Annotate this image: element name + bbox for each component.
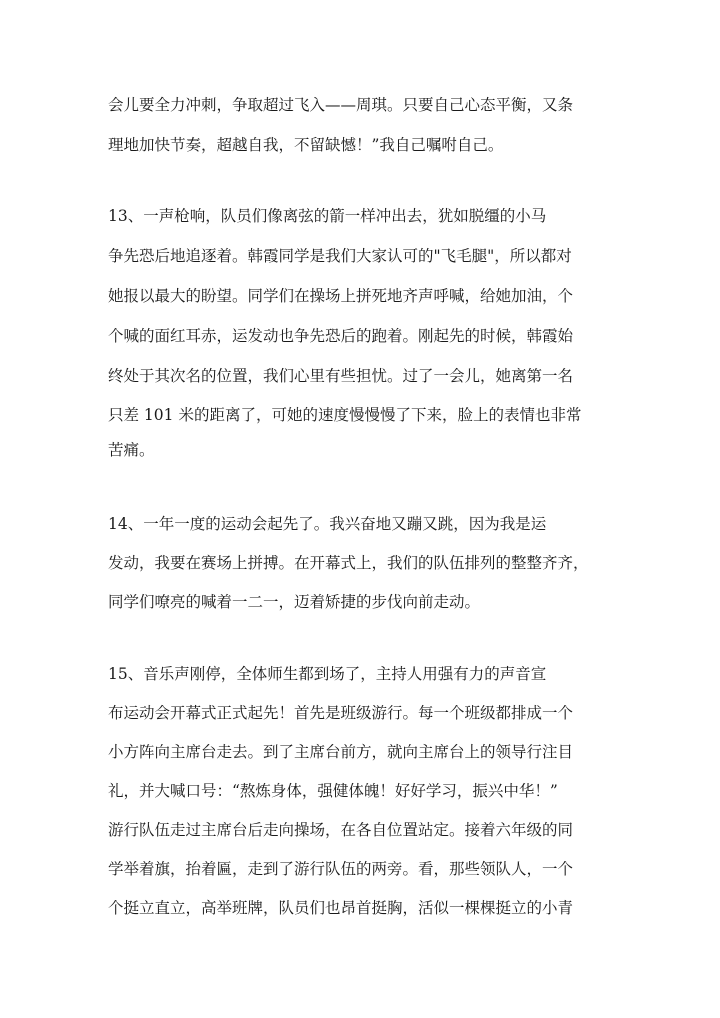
text-line: 布运动会开幕式正式起先！首先是班级游行。每一个班级都排成一个 [108, 704, 574, 722]
text-line: 会儿要全力冲刺，争取超过飞入——周琪。只要自己心态平衡，又条 [108, 96, 574, 114]
text-line: 小方阵向主席台走去。到了主席台前方，就向主席台上的领导行注目 [108, 743, 574, 761]
text-line: 终处于其次名的位置，我们心里有些担忧。过了一会儿，她离第一名 [108, 367, 574, 385]
text-line: 苦痛。 [108, 441, 155, 459]
text-line: 13、一声枪响，队员们像离弦的箭一样冲出去，犹如脱缰的小马 [108, 207, 547, 225]
text-line: 她报以最大的盼望。同学们在操场上拼死地齐声呼喊，给她加油，个 [108, 287, 574, 305]
text-line: 15、音乐声刚停，全体师生都到场了，主持人用强有力的声音宣 [108, 665, 547, 683]
text-line: 游行队伍走过主席台后走向操场，在各自位置站定。接着六年级的同 [108, 821, 574, 839]
text-line: 理地加快节奏，超越自我，不留缺憾！”我自己嘱咐自己。 [108, 136, 504, 154]
text-line: 同学们嘹亮的喊着一二一，迈着矫捷的步伐向前走动。 [108, 593, 481, 611]
text-line: 争先恐后地追逐着。韩霞同学是我们大家认可的"飞毛腿"，所以都对 [108, 247, 572, 265]
text-line: 个喊的面红耳赤，运发动也争先恐后的跑着。刚起先的时候，韩霞始 [108, 327, 574, 345]
text-line: 个挺立直立，高举班牌，队员们也昂首挺胸，活似一棵棵挺立的小青 [108, 899, 574, 917]
text-line: 学举着旗，抬着匾，走到了游行队伍的两旁。看，那些领队人，一个 [108, 860, 574, 878]
text-line: 14、一年一度的运动会起先了。我兴奋地又蹦又跳，因为我是运 [108, 515, 547, 533]
text-line: 只差 101 米的距离了，可她的速度慢慢慢了下来，脸上的表情也非常 [108, 406, 582, 424]
text-line: 礼，并大喊口号：“熬炼身体，强健体魄！好好学习，振兴中华！” [108, 782, 558, 800]
text-line: 发动，我要在赛场上拼搏。在开幕式上，我们的队伍排列的整整齐齐， [108, 554, 589, 572]
